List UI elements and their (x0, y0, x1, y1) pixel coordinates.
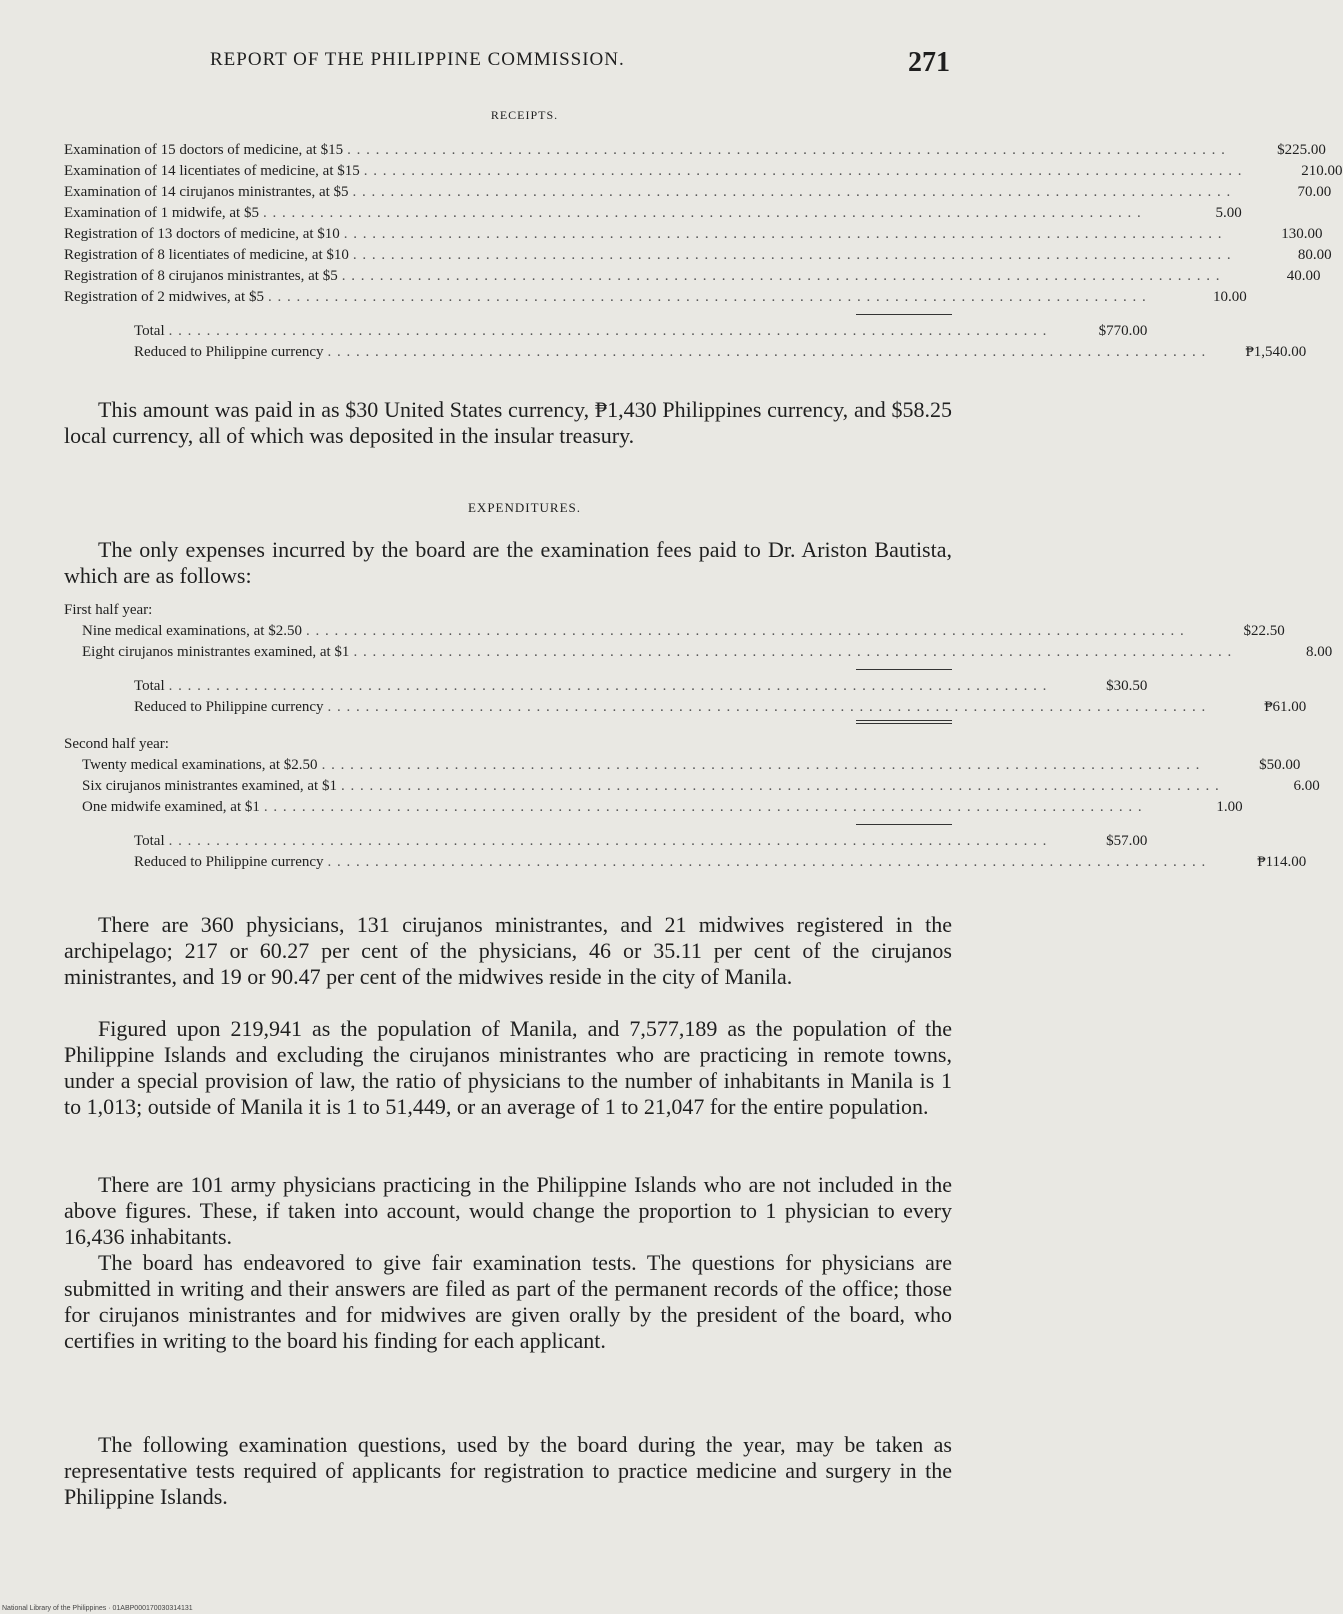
expense-label: One midwife examined, at $1 (82, 799, 260, 815)
total-amount: $57.00 (1106, 833, 1148, 849)
paragraph-population-ratio: Figured upon 219,941 as the population of Manila, and 7,577,189 as the population of the Philippine Islands and excluding the cirujanos ministrantes who are practicing in remote towns, under a special provision of law, the ratio of physicians to the number of inhabitants in Manila is 1 to 1,013; outside of Manila it is 1 to 51,449, or an average of 1 to 21,047 for the entire population. (64, 1016, 952, 1119)
dot-leader: . . . . . . . . . . . . . . . . . . . . . . . . . . . . . . . . . . . . . . . . . . . . . . . . . . . . . . . . . . . . . . . . . . . . . . . . . . . . . . . . . . . . . . . . . . . . . (168, 323, 1048, 339)
dot-leader: . . . . . . . . . . . . . . . . . . . . . . . . . . . . . . . . . . . . . . . . . . . . . . . . . . . . . . . . . . . . . . . . . . . . . . . . . . . . . . . . . . . . . . . . . . . . . (327, 699, 1207, 715)
receipts-table (64, 140, 1343, 363)
receipt-label: Examination of 15 doctors of medicine, at $15 (64, 142, 344, 158)
expense-label: Six cirujanos ministrantes examined, at $1 (82, 778, 337, 794)
total-label: Total (134, 678, 165, 694)
total-rule (856, 669, 952, 670)
double-rule (856, 720, 952, 724)
receipt-label: Registration of 2 midwives, at $5 (64, 289, 264, 305)
paragraph-examination-tests: The board has endeavored to give fair examination tests. The questions for physicians are submitted in writing and their answers are filed as part of the permanent records of the office; those for cirujanos ministrantes and for midwives are given orally by the president of the board, who certifies in writing to the board his finding for each applicant. (64, 1250, 952, 1353)
dot-leader: . . . . . . . . . . . . . . . . . . . . . . . . . . . . . . . . . . . . . . . . . . . . . . . . . . . . . . . . . . . . . . . . . . . . . . . . . . . . . . . . . . . . . . . . . . . . . (347, 142, 1226, 158)
paragraph-examination-questions: The following examination questions, used by the board during the year, may be taken as representative tests required of applicants for registration to practice medicine and surgery in the Philippine Islands. (64, 1432, 952, 1509)
receipt-amount: 210.00 (1301, 163, 1343, 179)
second-half-total-row (64, 831, 1148, 852)
first-half-total-row (64, 676, 1148, 697)
dot-leader: . . . . . . . . . . . . . . . . . . . . . . . . . . . . . . . . . . . . . . . . . . . . . . . . . . . . . . . . . . . . . . . . . . . . . . . . . . . . . . . . . . . . . . . . . . . . . (353, 644, 1233, 660)
receipt-amount: 80.00 (1297, 247, 1332, 263)
receipt-total-row (64, 321, 1148, 342)
receipt-row (64, 245, 1332, 266)
receipt-label: Registration of 8 cirujanos ministrantes, at $5 (64, 268, 338, 284)
receipt-amount: 70.00 (1297, 184, 1332, 200)
receipt-row (64, 224, 1323, 245)
receipts-heading: RECEIPTS. (490, 108, 559, 122)
dot-leader: . . . . . . . . . . . . . . . . . . . . . . . . . . . . . . . . . . . . . . . . . . . . . . . . . . . . . . . . . . . . . . . . . . . . . . . . . . . . . . . . . . . . . . . . . . . . . (321, 757, 1201, 773)
running-title: REPORT OF THE PHILIPPINE COMMISSION. (210, 49, 625, 70)
dot-leader: . . . . . . . . . . . . . . . . . . . . . . . . . . . . . . . . . . . . . . . . . . . . . . . . . . . . . . . . . . . . . . . . . . . . . . . . . . . . . . . . . . . . . . . . . . . . . (168, 833, 1048, 849)
expense-label: Nine medical examinations, at $2.50 (82, 623, 302, 639)
paragraph-expenditures-intro: The only expenses incurred by the board are the examination fees paid to Dr. Ariston Bautista, which are as follows: (64, 537, 952, 588)
expense-row (64, 776, 1320, 797)
expense-amount: 1.00 (1216, 799, 1243, 815)
paragraph-registered-counts: There are 360 physicians, 131 cirujanos ministrantes, and 21 midwives registered in the archipelago; 217 or 60.27 per cent of the physicians, 46 or 35.11 per cent of the cirujanos ministrantes, and 19 or 90.47 per cent of the midwives reside in the city of Manila. (64, 912, 952, 989)
dot-leader: . . . . . . . . . . . . . . . . . . . . . . . . . . . . . . . . . . . . . . . . . . . . . . . . . . . . . . . . . . . . . . . . . . . . . . . . . . . . . . . . . . . . . . . . . . . . . (343, 226, 1223, 242)
expense-amount: $22.50 (1243, 623, 1285, 639)
total-label: Total (134, 833, 165, 849)
paragraph-deposit: This amount was paid in as $30 United States currency, ₱1,430 Philippines currency, and $58.25 local currency, all of which was deposited in the insular treasury. (64, 397, 952, 448)
second-half-label: Second half year: (64, 736, 169, 752)
dot-leader: . . . . . . . . . . . . . . . . . . . . . . . . . . . . . . . . . . . . . . . . . . . . . . . . . . . . . . . . . . . . . . . . . . . . . . . . . . . . . . . . . . . . . . . . . . . . . (340, 778, 1220, 794)
expense-label: Eight cirujanos ministrantes examined, at $1 (82, 644, 350, 660)
second-half-reduced-row (64, 852, 1307, 873)
total-label: Total (134, 323, 165, 339)
dot-leader: . . . . . . . . . . . . . . . . . . . . . . . . . . . . . . . . . . . . . . . . . . . . . . . . . . . . . . . . . . . . . . . . . . . . . . . . . . . . . . . . . . . . . . . . . . . . . (327, 854, 1207, 870)
dot-leader: . . . . . . . . . . . . . . . . . . . . . . . . . . . . . . . . . . . . . . . . . . . . . . . . . . . . . . . . . . . . . . . . . . . . . . . . . . . . . . . . . . . . . . . . . . . . . (327, 344, 1207, 360)
receipt-label: Examination of 1 midwife, at $5 (64, 205, 259, 221)
dot-leader: . . . . . . . . . . . . . . . . . . . . . . . . . . . . . . . . . . . . . . . . . . . . . . . . . . . . . . . . . . . . . . . . . . . . . . . . . . . . . . . . . . . . . . . . . . . . . (262, 205, 1142, 221)
reduced-label: Reduced to Philippine currency (134, 699, 324, 715)
expense-row (64, 642, 1333, 663)
expenditures-heading: EXPENDITURES. (467, 500, 582, 515)
reduced-amount: ₱114.00 (1257, 854, 1307, 870)
dot-leader: . . . . . . . . . . . . . . . . . . . . . . . . . . . . . . . . . . . . . . . . . . . . . . . . . . . . . . . . . . . . . . . . . . . . . . . . . . . . . . . . . . . . . . . . . . . . . (263, 799, 1143, 815)
dot-leader: . . . . . . . . . . . . . . . . . . . . . . . . . . . . . . . . . . . . . . . . . . . . . . . . . . . . . . . . . . . . . . . . . . . . . . . . . . . . . . . . . . . . . . . . . . . . . (341, 268, 1221, 284)
expense-amount: 6.00 (1293, 778, 1320, 794)
dot-leader: . . . . . . . . . . . . . . . . . . . . . . . . . . . . . . . . . . . . . . . . . . . . . . . . . . . . . . . . . . . . . . . . . . . . . . . . . . . . . . . . . . . . . . . . . . . . . (168, 678, 1048, 694)
reduced-amount: ₱61.00 (1264, 699, 1307, 715)
expense-label: Twenty medical examinations, at $2.50 (82, 757, 318, 773)
receipt-reduced-row (64, 342, 1307, 363)
dot-leader: . . . . . . . . . . . . . . . . . . . . . . . . . . . . . . . . . . . . . . . . . . . . . . . . . . . . . . . . . . . . . . . . . . . . . . . . . . . . . . . . . . . . . . . . . . . . . (363, 163, 1243, 179)
receipt-row (64, 287, 1247, 308)
receipt-label: Examination of 14 cirujanos ministrantes, at $5 (64, 184, 349, 200)
total-rule (856, 824, 952, 825)
dot-leader: . . . . . . . . . . . . . . . . . . . . . . . . . . . . . . . . . . . . . . . . . . . . . . . . . . . . . . . . . . . . . . . . . . . . . . . . . . . . . . . . . . . . . . . . . . . . . (352, 247, 1232, 263)
receipt-amount: 10.00 (1212, 289, 1247, 305)
expense-amount: 8.00 (1305, 644, 1333, 660)
receipt-amount: 5.00 (1215, 205, 1242, 221)
expense-amount: $50.00 (1259, 757, 1301, 773)
first-half-reduced-row (64, 697, 1307, 718)
receipt-amount: 130.00 (1281, 226, 1323, 242)
receipt-label: Examination of 14 licentiates of medicine, at $15 (64, 163, 360, 179)
expenditures-table (64, 600, 1333, 873)
page-header (210, 49, 950, 89)
dot-leader: . . . . . . . . . . . . . . . . . . . . . . . . . . . . . . . . . . . . . . . . . . . . . . . . . . . . . . . . . . . . . . . . . . . . . . . . . . . . . . . . . . . . . . . . . . . . . (267, 289, 1147, 305)
receipt-label: Registration of 8 licentiates of medicine, at $10 (64, 247, 349, 263)
reduced-label: Reduced to Philippine currency (134, 854, 324, 870)
scan-credit: National Library of the Philippines · 01ABP000170030314131 (2, 1605, 193, 1612)
dot-leader: . . . . . . . . . . . . . . . . . . . . . . . . . . . . . . . . . . . . . . . . . . . . . . . . . . . . . . . . . . . . . . . . . . . . . . . . . . . . . . . . . . . . . . . . . . . . . (305, 623, 1185, 639)
page-number: 271 (908, 47, 950, 78)
dot-leader: . . . . . . . . . . . . . . . . . . . . . . . . . . . . . . . . . . . . . . . . . . . . . . . . . . . . . . . . . . . . . . . . . . . . . . . . . . . . . . . . . . . . . . . . . . . . . (352, 184, 1232, 200)
receipt-row (64, 140, 1326, 161)
receipt-label: Registration of 13 doctors of medicine, at $10 (64, 226, 340, 242)
total-amount: $30.50 (1106, 678, 1148, 694)
expense-row (64, 755, 1301, 776)
total-amount: $770.00 (1098, 323, 1148, 339)
receipt-row (64, 161, 1343, 182)
first-half-label: First half year: (64, 602, 153, 618)
reduced-amount: ₱1,540.00 (1245, 344, 1307, 360)
expense-row (64, 797, 1243, 818)
receipt-row (64, 182, 1332, 203)
receipt-amount: 40.00 (1286, 268, 1321, 284)
reduced-label: Reduced to Philippine currency (134, 344, 324, 360)
receipt-amount: $225.00 (1277, 142, 1326, 158)
receipt-row (64, 203, 1242, 224)
total-rule (856, 314, 952, 315)
paragraph-army-physicians: There are 101 army physicians practicing in the Philippine Islands who are not included in the above figures. These, if taken into account, would change the proportion to 1 physician to every 16,436 inhabitants. (64, 1172, 952, 1249)
receipt-row (64, 266, 1321, 287)
expense-row (64, 621, 1285, 642)
